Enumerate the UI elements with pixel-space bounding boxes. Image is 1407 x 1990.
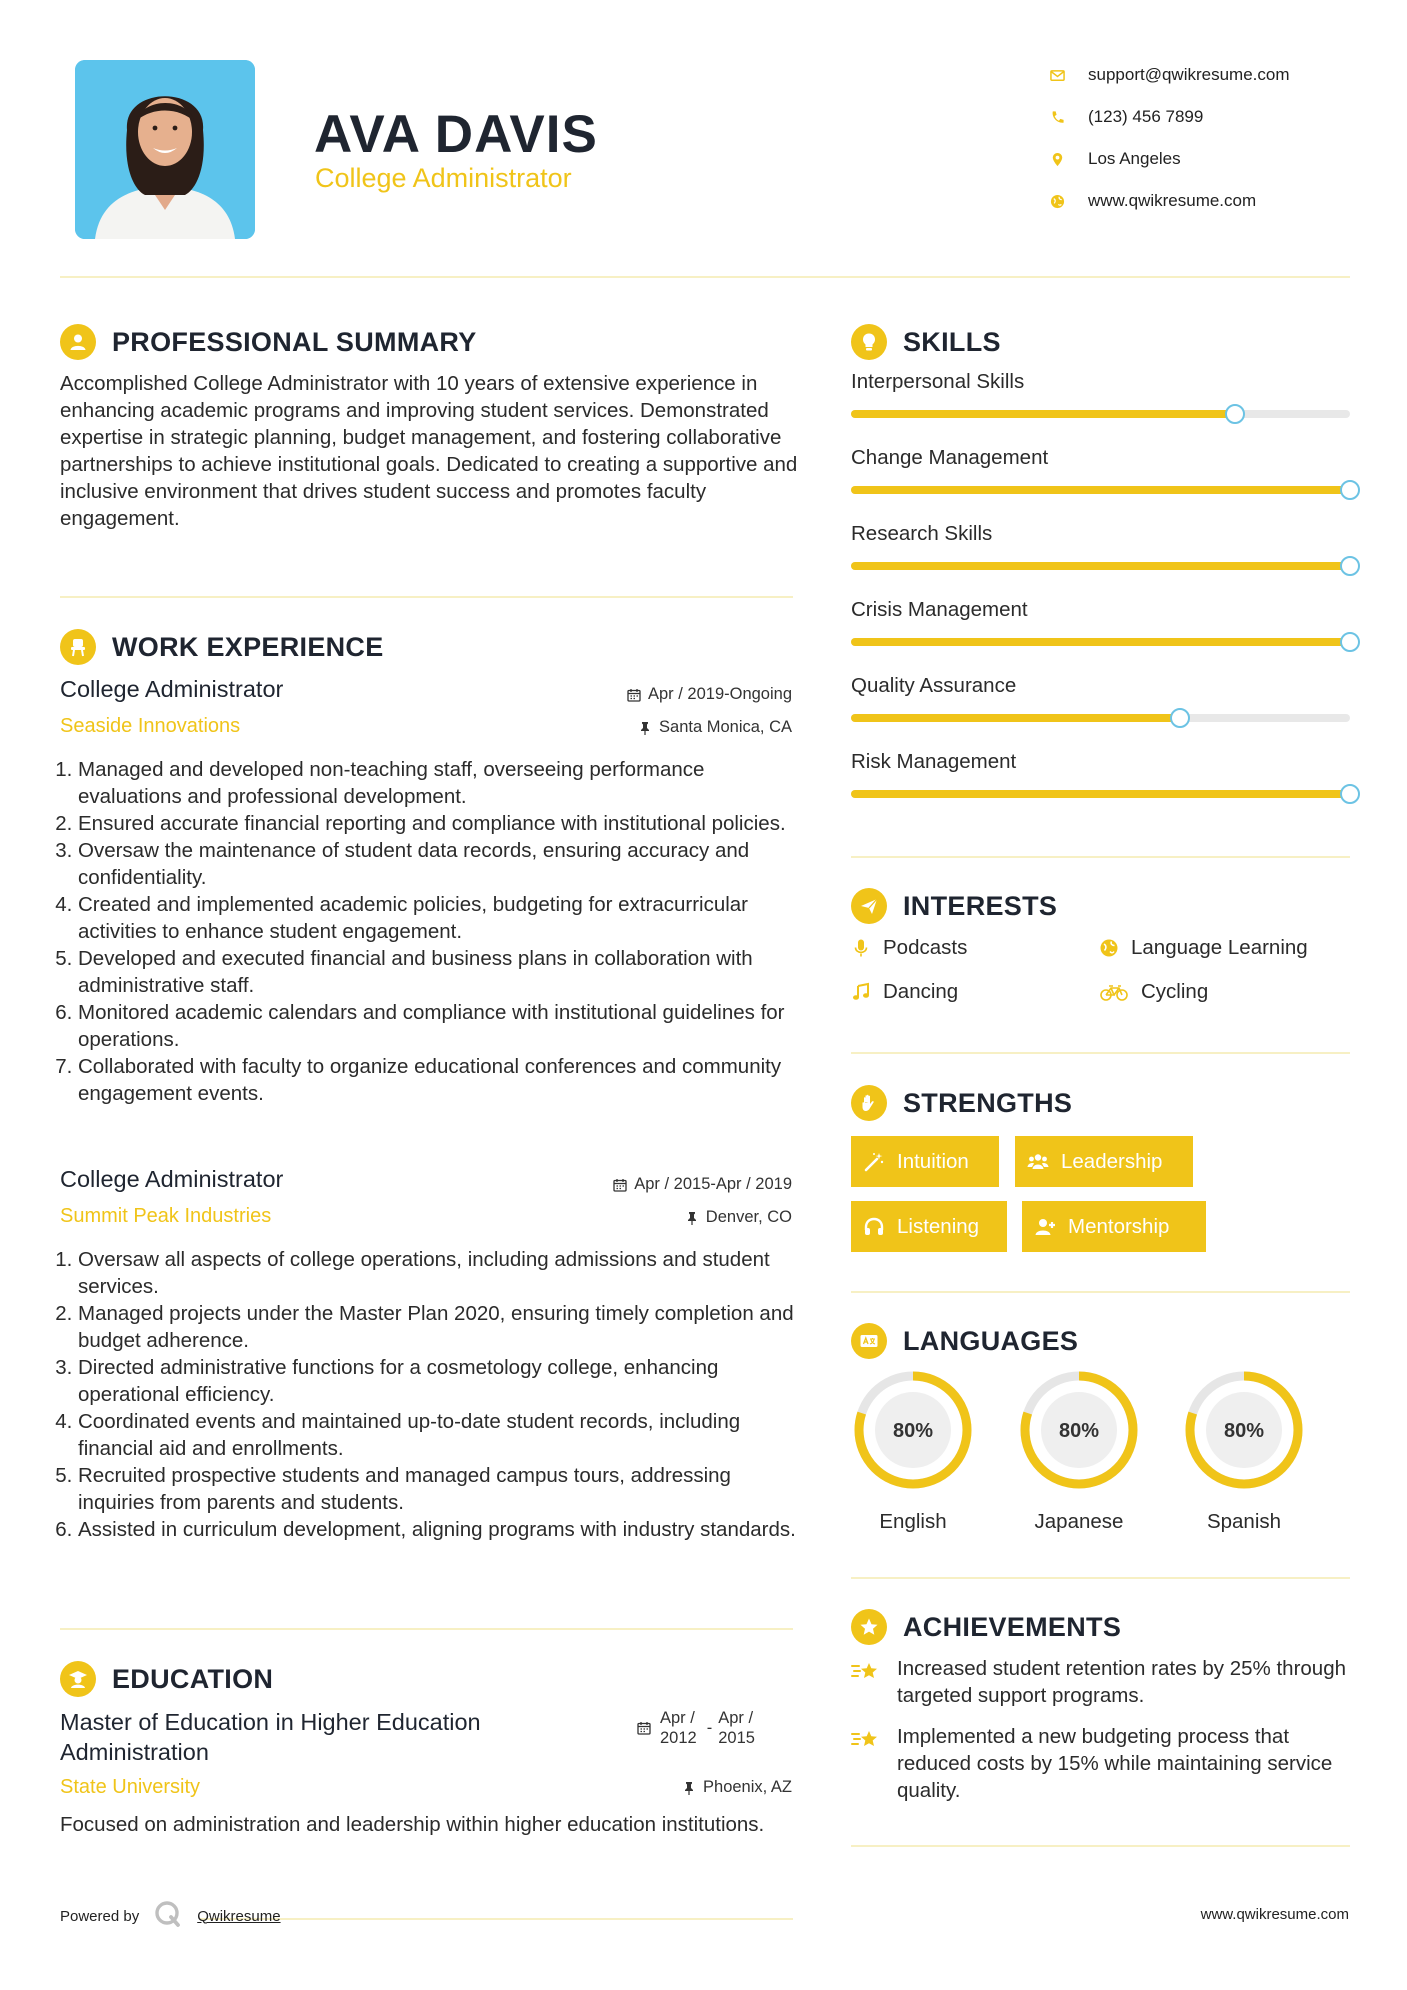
skill-item [851, 598, 1350, 646]
language-item [851, 1368, 975, 1534]
skill-label: Crisis Management [851, 598, 1028, 621]
skills-divider [851, 856, 1350, 858]
qwikresume-link[interactable]: Qwikresume [197, 1907, 281, 1925]
globe-icon [1050, 194, 1088, 209]
achievement-text: Implemented a new budgeting process that reduced costs by 15% while maintaining service quality. [897, 1725, 1333, 1802]
job-1-title: College Administrator [60, 676, 284, 702]
skill-label: Interpersonal Skills [851, 370, 1025, 393]
skill-bar-fill [851, 486, 1350, 494]
language-item [1182, 1368, 1306, 1534]
list-item: 3. Oversaw the maintenance of student data records, ensuring accuracy and confidentiality. [78, 837, 798, 891]
interests-divider [851, 1052, 1350, 1054]
job-2-location [500, 1208, 792, 1227]
skills-heading [851, 324, 1001, 360]
skill-label: Change Management [851, 446, 1049, 469]
job-2-title: College Administrator [60, 1166, 284, 1192]
skill-item [851, 446, 1350, 494]
strengths-divider [851, 1291, 1350, 1293]
footer-divider [200, 1918, 793, 1920]
language-progress-ring [851, 1368, 975, 1492]
language-name: Japanese [1034, 1510, 1124, 1533]
interests-heading [851, 888, 1057, 924]
job-1-date [500, 685, 792, 704]
strength-label: Leadership [1061, 1149, 1163, 1173]
list-item: 5. Developed and executed financial and business plans in collaboration with administrative staff. [78, 945, 798, 999]
education-location-text: Phoenix, AZ [703, 1778, 792, 1796]
skill-level-handle [1340, 480, 1360, 500]
strengths-title: STRENGTHS [903, 1087, 1073, 1118]
contact-phone-text: (123) 456 7899 [1088, 107, 1204, 126]
achievement-item-1 [851, 1655, 1351, 1709]
achievement-text: Increased student retention rates by 25% through targeted support programs. [897, 1657, 1347, 1707]
header-divider [60, 276, 1350, 278]
microphone-icon [851, 938, 871, 958]
list-item: 4. Created and implemented academic policies, budgeting for extracurricular activities to enhance student engagement. [78, 891, 798, 945]
contact-location [1050, 138, 1380, 180]
language-item [1017, 1368, 1141, 1534]
skill-bar-track [851, 562, 1350, 570]
skills-title: SKILLS [903, 326, 1001, 357]
footer-website[interactable]: www.qwikresume.com [1200, 1906, 1349, 1923]
contact-website-text: www.qwikresume.com [1088, 191, 1257, 210]
job-1-company: Seaside Innovations [60, 715, 241, 737]
experience-title: WORK EXPERIENCE [112, 631, 384, 662]
skill-bar-fill [851, 790, 1350, 798]
skill-level-handle [1340, 784, 1360, 804]
skill-bar-track [851, 714, 1350, 722]
chair-icon [60, 629, 96, 665]
language-progress-ring [1182, 1368, 1306, 1492]
interest-podcasts [851, 936, 967, 960]
language-percent: 80% [1223, 1420, 1265, 1442]
experience-divider [60, 1628, 793, 1630]
skill-bar-track [851, 638, 1350, 646]
education-location [500, 1778, 792, 1797]
headphones-icon [863, 1216, 885, 1238]
interest-label: Podcasts [883, 936, 968, 959]
list-item: 6. Assisted in curriculum development, aligning programs with industry standards. [78, 1516, 798, 1543]
job-2-bullets [58, 1246, 798, 1543]
skill-bar-track [851, 410, 1350, 418]
strengths-heading [851, 1085, 1072, 1121]
skill-bar-fill [851, 638, 1350, 646]
languages-heading [851, 1323, 1078, 1359]
education-degree [60, 1707, 481, 1767]
interest-label: Dancing [883, 980, 959, 1003]
list-item: 1. Oversaw all aspects of college operations, including admissions and student services. [78, 1246, 798, 1300]
language-progress-ring [1017, 1368, 1141, 1492]
shooting-star-icon [851, 1723, 897, 1804]
user-plus-icon [1034, 1216, 1056, 1238]
list-item: 5. Recruited prospective students and managed campus tours, addressing inquiries from parents and students. [78, 1462, 798, 1516]
job-1-bullets [58, 756, 798, 1107]
skill-label: Quality Assurance [851, 674, 1017, 697]
strength-label: Intuition [897, 1149, 969, 1173]
paper-plane-icon [851, 888, 887, 924]
job-1-location [500, 718, 792, 737]
summary-text: Accomplished College Administrator with 10 years of extensive experience in enhancing academic programs and improving student services. Demonstrated expertise in strategic planning, budget management, and fostering collaborative partnerships to achieve institutional goals. Dedicated to creating a supportive and inclusive environment that drives student success and promotes faculty engagement. [60, 372, 798, 530]
interest-label: Cycling [1141, 980, 1209, 1003]
candidate-name: AVA DAVIS [314, 105, 598, 164]
summary-divider [60, 596, 793, 598]
education-end-year: 2015 [718, 1729, 755, 1747]
user-icon [60, 324, 96, 360]
contact-email[interactable] [1050, 54, 1380, 96]
skill-bar-fill [851, 562, 1350, 570]
calendar-icon [637, 1721, 651, 1735]
job-2-date [500, 1175, 792, 1194]
skill-bar-track [851, 790, 1350, 798]
achievements-heading [851, 1609, 1121, 1645]
languages-divider [851, 1577, 1350, 1579]
qwikresume-logo-icon [153, 1899, 183, 1933]
achievements-title: ACHIEVEMENTS [903, 1611, 1122, 1642]
bicycle-icon [1099, 982, 1129, 1002]
list-item: 7. Collaborated with faculty to organize educational conferences and community engagement events. [78, 1053, 798, 1107]
list-item: 2. Ensured accurate financial reporting and compliance with institutional policies. [78, 810, 798, 837]
language-percent: 80% [1058, 1420, 1100, 1442]
skill-level-handle [1340, 632, 1360, 652]
interest-language-learning [1099, 936, 1308, 960]
shooting-star-icon [851, 1655, 897, 1709]
skill-bar-fill [851, 714, 1180, 722]
achievements-divider [851, 1845, 1350, 1847]
skill-item [851, 370, 1350, 418]
education-school: State University [60, 1776, 201, 1798]
raised-hand-icon [851, 1085, 887, 1121]
strength-intuition [851, 1136, 999, 1187]
achievement-item-2 [851, 1723, 1351, 1804]
interest-label: Language Learning [1131, 936, 1308, 959]
candidate-role: College Administrator [315, 163, 572, 193]
email-icon [1050, 68, 1088, 83]
education-description: Focused on administration and leadership within higher education institutions. [60, 1813, 765, 1836]
group-icon [1027, 1151, 1049, 1173]
list-item: 2. Managed projects under the Master Plan 2020, ensuring timely completion and budget adherence. [78, 1300, 798, 1354]
strength-mentorship [1022, 1201, 1206, 1252]
strength-leadership [1015, 1136, 1193, 1187]
star-icon [851, 1609, 887, 1645]
skill-label: Risk Management [851, 750, 1017, 773]
interest-dancing [851, 980, 958, 1004]
skill-item [851, 674, 1350, 722]
graduate-icon [60, 1661, 96, 1697]
education-start-month: Apr / [660, 1709, 695, 1727]
pushpin-icon [682, 1781, 696, 1795]
job-2-company: Summit Peak Industries [60, 1205, 272, 1227]
location-pin-icon [1050, 152, 1088, 167]
list-item: 1. Managed and developed non-teaching staff, overseeing performance evaluations and professional development. [78, 756, 798, 810]
summary-heading [60, 324, 477, 360]
contact-list [1050, 54, 1380, 222]
music-note-icon [851, 982, 871, 1002]
language-percent: 80% [892, 1420, 934, 1442]
summary-title: PROFESSIONAL SUMMARY [112, 326, 477, 357]
job-2-date-text: Apr / 2015-Apr / 2019 [634, 1175, 792, 1193]
lightbulb-icon [851, 324, 887, 360]
education-dates [637, 1708, 755, 1748]
education-end-month: Apr / [718, 1709, 754, 1727]
education-degree-line2: Administration [60, 1739, 209, 1765]
languages-title: LANGUAGES [903, 1325, 1079, 1356]
contact-website[interactable] [1050, 180, 1380, 222]
education-end [718, 1708, 755, 1748]
globe-icon [1099, 938, 1119, 958]
calendar-icon [627, 688, 641, 702]
language-name: English [879, 1510, 947, 1533]
job-1-date-text: Apr / 2019-Ongoing [647, 685, 792, 703]
phone-icon [1050, 110, 1088, 125]
strength-label: Mentorship [1068, 1214, 1170, 1238]
education-start-year: 2012 [660, 1729, 697, 1747]
contact-phone[interactable] [1050, 96, 1380, 138]
calendar-icon [613, 1178, 627, 1192]
skill-item [851, 522, 1350, 570]
powered-by-label: Powered by [60, 1907, 140, 1925]
pushpin-icon [685, 1211, 699, 1225]
skill-level-handle [1170, 708, 1190, 728]
footer-powered-by [60, 1899, 281, 1933]
strength-listening [851, 1201, 1007, 1252]
skill-level-handle [1225, 404, 1245, 424]
education-date-separator: - [706, 1719, 713, 1737]
experience-heading [60, 629, 384, 665]
magic-wand-icon [863, 1151, 885, 1173]
skill-bar-fill [851, 410, 1235, 418]
skill-item [851, 750, 1350, 798]
profile-photo [75, 60, 255, 239]
skill-bar-track [851, 486, 1350, 494]
language-name: Spanish [1206, 1510, 1282, 1533]
education-heading [60, 1661, 273, 1697]
skill-level-handle [1340, 556, 1360, 576]
list-item: 4. Coordinated events and maintained up-to-date student records, including financial aid and enrollments. [78, 1408, 798, 1462]
education-title: EDUCATION [112, 1663, 274, 1694]
job-2-location-text: Denver, CO [705, 1208, 792, 1226]
list-item: 3. Directed administrative functions for a cosmetology college, enhancing operational efficiency. [78, 1354, 798, 1408]
translate-icon [851, 1323, 887, 1359]
list-item: 6. Monitored academic calendars and compliance with institutional guidelines for operations. [78, 999, 798, 1053]
contact-location-text: Los Angeles [1088, 149, 1181, 168]
job-1-location-text: Santa Monica, CA [659, 718, 792, 736]
education-degree-line1: Master of Education in Higher Education [60, 1709, 481, 1735]
interests-title: INTERESTS [903, 890, 1058, 921]
interest-cycling [1099, 980, 1208, 1004]
education-start [660, 1708, 697, 1748]
skill-label: Research Skills [851, 522, 993, 545]
strength-label: Listening [897, 1214, 980, 1238]
pushpin-icon [638, 721, 652, 735]
contact-email-text: support@qwikresume.com [1088, 65, 1290, 84]
